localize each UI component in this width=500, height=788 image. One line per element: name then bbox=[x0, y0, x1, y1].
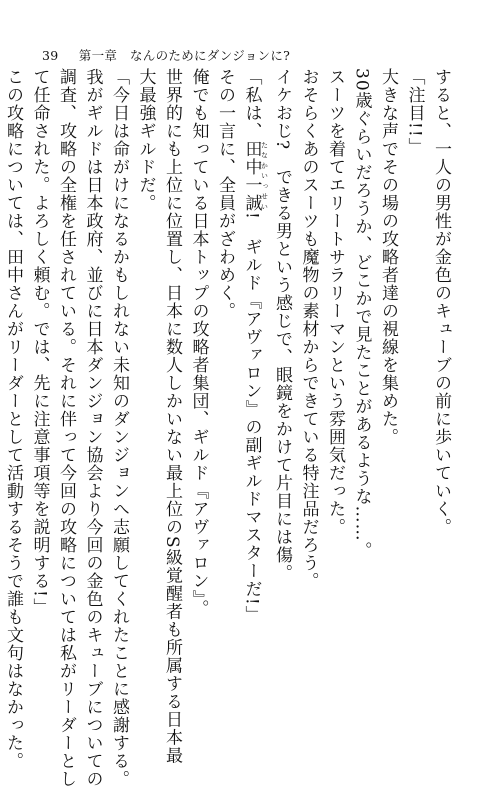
text-line: イケおじ? できる男という感じで、眼鏡をかけて片目には傷。 bbox=[272, 68, 292, 583]
text-segment: ! ギルド『アヴァロン』の副ギルドマスターだ!」 bbox=[241, 212, 262, 624]
text-line: 我がギルドは日本政府、並びに日本ダンジョン協会より今回の金色のキューブについての bbox=[82, 68, 103, 788]
ruby-base: 田中一誠 bbox=[241, 140, 262, 212]
text-line: 俺でも知っている日本トップの攻略者集団、ギルド『アヴァロン』。 bbox=[188, 68, 209, 618]
page-number: 39 bbox=[42, 48, 59, 63]
text-line bbox=[238, 68, 269, 668]
chapter-title: 第一章 なんのためにダンジョンに? bbox=[78, 48, 291, 63]
text-line: すると、一人の男性が金色のキューブの前に歩いていく。 bbox=[431, 68, 451, 536]
text-line: 世界的にも上位に位置し、日本に数人しかいない最上位のS級覚醒者も所属する日本最 bbox=[162, 68, 182, 765]
text-line: この攻略については、田中さんがリーダーとして活動するそうで誰も文句はなかった。 bbox=[3, 68, 23, 770]
text-line: 調査、攻略の全権を任されている。それに伴って今回の攻略については私がリーダーとし bbox=[56, 68, 76, 788]
ruby-name bbox=[241, 140, 269, 212]
text-line: 30歳ぐらいだろうか、どこかで見たことがあるような……。 bbox=[351, 68, 372, 560]
text-segment: 「私は、 bbox=[241, 68, 262, 140]
text-line: スーツを着てエリートサラリーマンという雰囲気だった。 bbox=[325, 68, 345, 536]
text-line: て任命された。よろしく頼む。では、先に注意事項等を説明する!」 bbox=[29, 68, 50, 616]
text-line: その一言に、全員がざわめく。 bbox=[215, 68, 235, 320]
text-line: 大最強ギルドだ。 bbox=[135, 68, 156, 212]
text-line: 「今日は命がけになるかもしれない未知のダンジョンへ志願してくれたことに感謝する。 bbox=[109, 68, 129, 788]
page-header bbox=[42, 46, 290, 64]
ruby-reading: たなかいっせい bbox=[260, 140, 269, 212]
body-text bbox=[3, 68, 454, 788]
text-line: 大きな声でその場の攻略者達の視線を集めた。 bbox=[378, 68, 398, 446]
text-line: おそらくあのスーツも魔物の素材からできている特注品だろう。 bbox=[298, 68, 319, 590]
text-line: 「注目!!」 bbox=[404, 68, 425, 156]
